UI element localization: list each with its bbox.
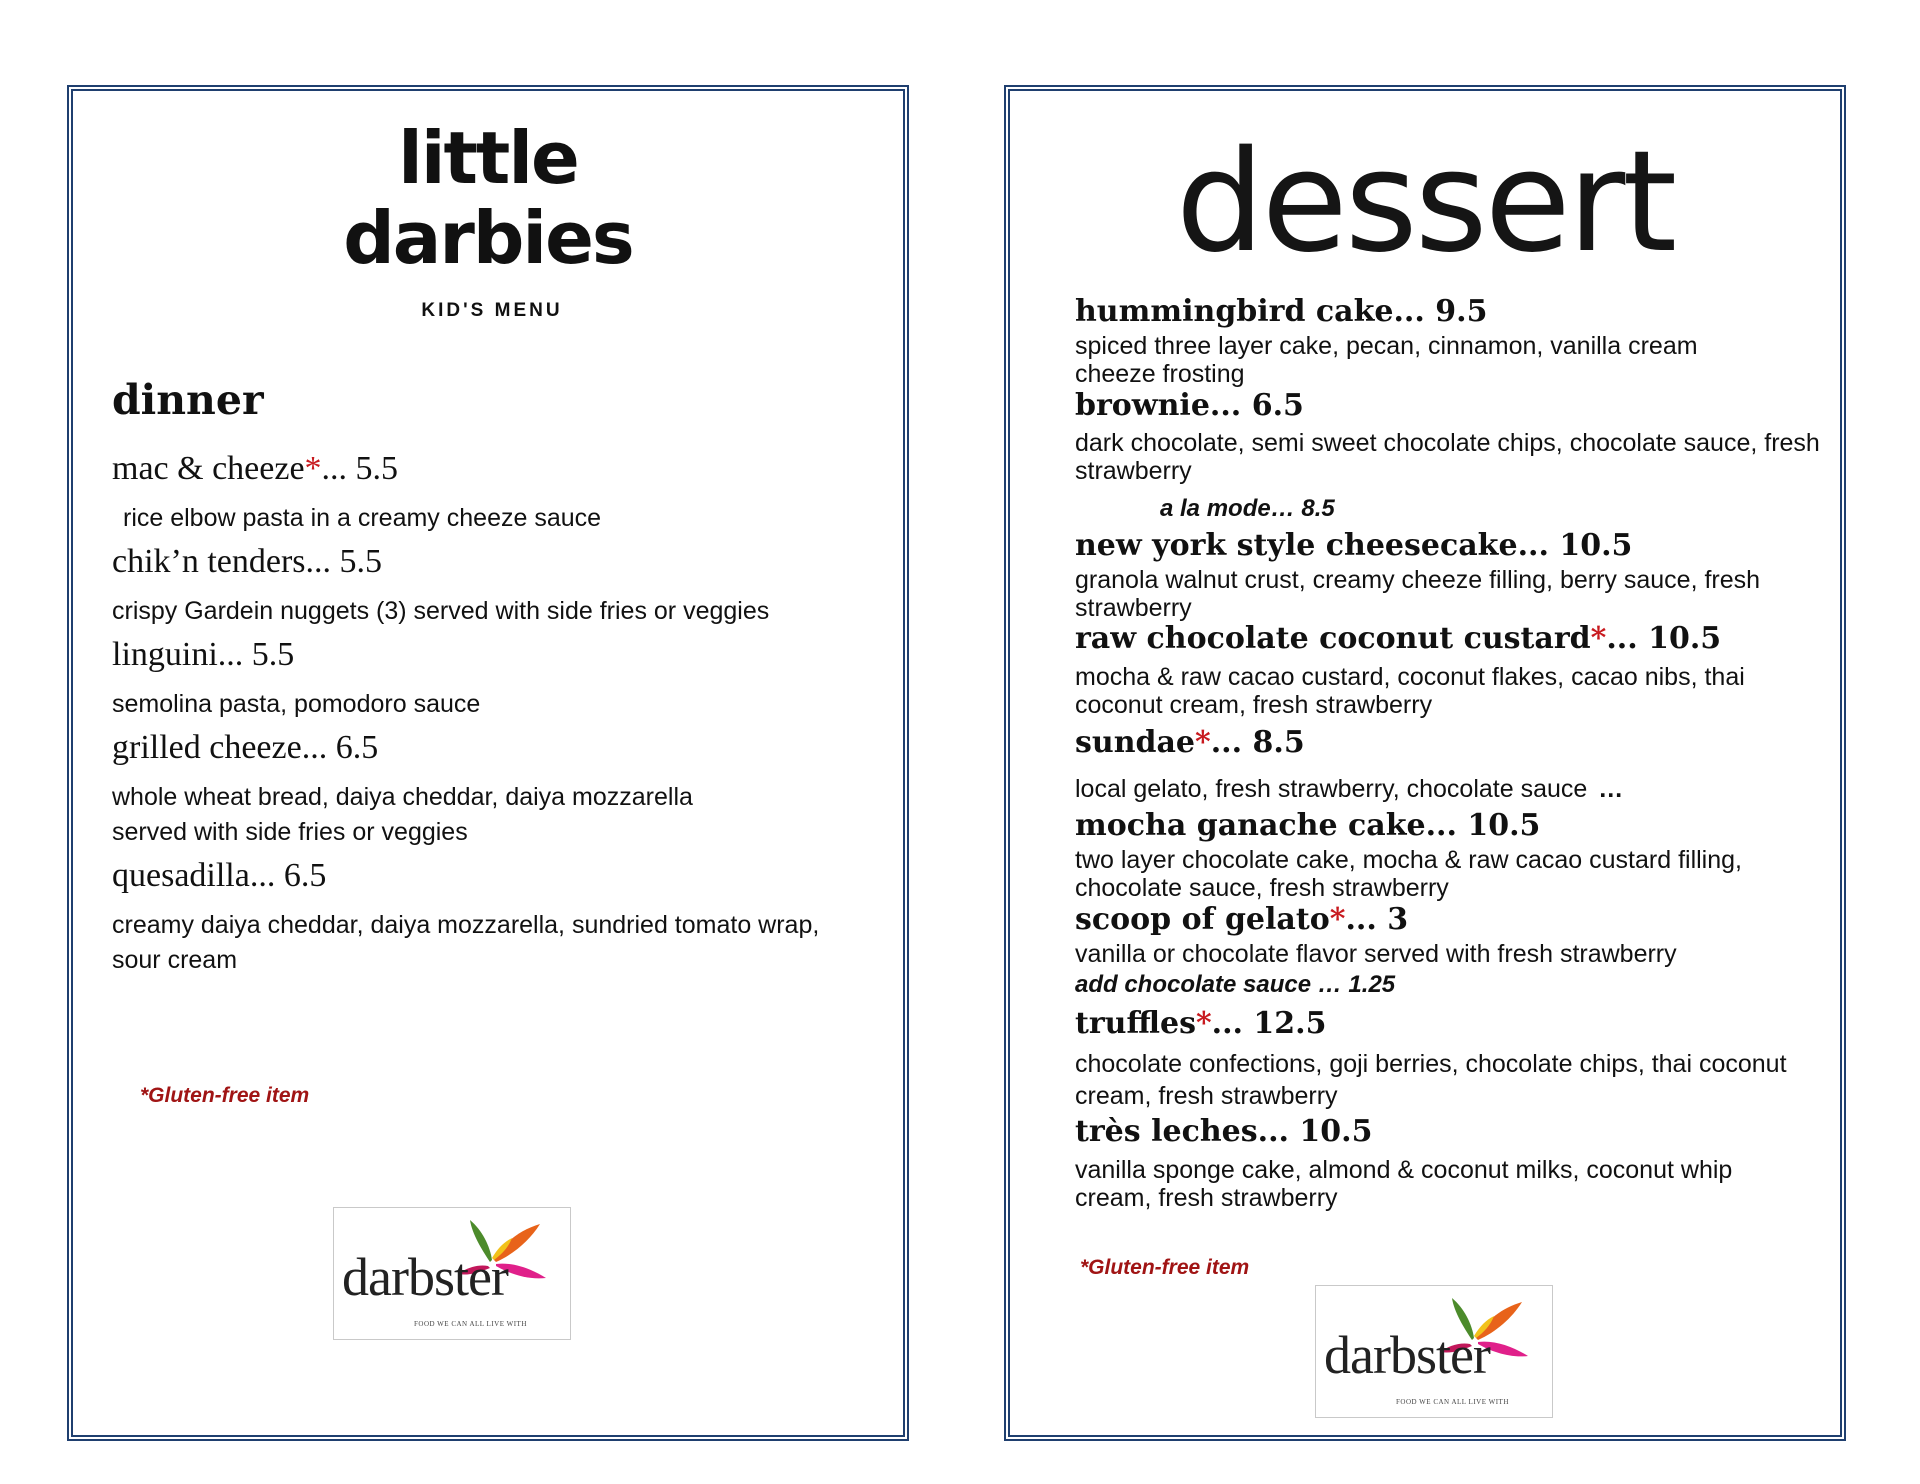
dish-price: ... 5.5 <box>305 543 383 580</box>
darbster-logo <box>1315 1285 1553 1418</box>
dish-title <box>112 857 326 895</box>
dessert-title-row <box>1075 725 1305 760</box>
dessert-description: granola walnut crust, creamy cheeze filling, berry sauce, fresh strawberry <box>1075 566 1761 622</box>
dessert-description-text: local gelato, fresh strawberry, chocolate sauce <box>1075 775 1588 803</box>
dessert-name: mocha ganache cake <box>1075 808 1426 843</box>
dish-price: ... 5.5 <box>321 450 399 487</box>
dish-title <box>112 729 378 767</box>
dessert-description: spiced three layer cake, pecan, cinnamon, vanilla cream cheeze frosting <box>1075 332 1698 388</box>
gluten-free-marker: * <box>1195 1006 1212 1041</box>
dessert-name: hummingbird cake <box>1075 294 1394 329</box>
gluten-free-marker: * <box>1329 902 1346 937</box>
dessert-name: scoop of gelato <box>1075 902 1330 937</box>
dessert-name: très leches <box>1075 1114 1258 1149</box>
dessert-price: ... 10.5 <box>1257 1114 1373 1149</box>
dessert-price: ... 6.5 <box>1209 388 1304 423</box>
gluten-free-marker: * <box>1195 725 1211 760</box>
gluten-free-note: *Gluten-free item <box>140 1084 310 1107</box>
dessert-title-row <box>1075 808 1540 843</box>
dessert-title-row <box>1075 294 1487 329</box>
dessert-price: ... 8.5 <box>1210 725 1305 760</box>
logo-wordmark: darbster <box>342 1247 508 1307</box>
dish-name: mac & cheeze <box>112 450 305 487</box>
dish-name: chik’n tenders <box>112 543 306 580</box>
dessert-price: ... 10.5 <box>1606 621 1722 656</box>
brand-line-1: little <box>398 116 578 200</box>
dish-price: ... 5.5 <box>217 636 295 673</box>
brand-title <box>0 118 976 278</box>
dessert-title-row <box>1075 1114 1372 1149</box>
dessert-price: ... 3 <box>1345 902 1409 937</box>
gluten-free-marker: * <box>304 450 322 487</box>
dish-price: ... 6.5 <box>301 729 379 766</box>
dish-name: grilled cheeze <box>112 729 302 766</box>
dish-title <box>112 543 382 581</box>
dish-description: crispy Gardein nuggets (3) served with side fries or veggies <box>112 597 770 625</box>
dish-title <box>112 450 398 488</box>
dessert-title: dessert <box>1175 121 1675 284</box>
gluten-free-note: *Gluten-free item <box>1080 1256 1250 1279</box>
logo-wordmark: darbster <box>1324 1325 1490 1385</box>
dessert-menu-panel <box>1004 85 1846 1441</box>
kids-menu-subtitle: KID'S MENU <box>421 300 563 321</box>
dessert-title-row <box>1075 621 1721 656</box>
dessert-price: ... 12.5 <box>1211 1006 1327 1041</box>
dish-description: creamy daiya cheddar, daiya mozzarella, sundried tomato wrap, sour cream <box>112 911 820 974</box>
dish-price: ... 6.5 <box>249 857 327 894</box>
dessert-price: ... 10.5 <box>1425 808 1541 843</box>
logo-tagline: FOOD WE CAN ALL LIVE WITH <box>1396 1398 1509 1406</box>
dessert-name: brownie <box>1075 388 1210 423</box>
section-heading-dinner: dinner <box>112 376 264 424</box>
dessert-description: vanilla or chocolate flavor served with fresh strawberry <box>1075 940 1677 968</box>
dessert-name: sundae <box>1075 725 1196 760</box>
darbster-logo <box>333 1207 571 1340</box>
a-la-mode-option: a la mode… 8.5 <box>1160 495 1335 522</box>
gluten-free-marker: * <box>1590 621 1607 656</box>
dessert-name: new york style cheesecake <box>1075 528 1518 563</box>
dessert-title-row <box>1075 528 1632 563</box>
dessert-price: ... 9.5 <box>1393 294 1488 329</box>
add-chocolate-sauce-option: add chocolate sauce … 1.25 <box>1075 971 1396 998</box>
dessert-description: vanilla sponge cake, almond & coconut milks, coconut whip cream, fresh strawberry <box>1075 1156 1733 1212</box>
dessert-title-row <box>1075 902 1408 937</box>
dessert-price: ... 10.5 <box>1517 528 1633 563</box>
dessert-title-row <box>1075 1006 1327 1041</box>
logo-tagline: FOOD WE CAN ALL LIVE WITH <box>414 1320 527 1328</box>
dessert-description: mocha & raw cacao custard, coconut flakes, cacao nibs, thai coconut cream, fresh strawberry <box>1075 663 1745 719</box>
dessert-name: truffles <box>1075 1006 1196 1041</box>
dish-title <box>112 636 294 674</box>
brand-line-2: darbies <box>343 196 633 280</box>
dish-name: linguini <box>112 636 218 673</box>
dessert-name: raw chocolate coconut custard <box>1075 621 1591 656</box>
dessert-description <box>1075 775 1623 803</box>
dish-description: rice elbow pasta in a creamy cheeze sauce <box>123 504 602 532</box>
dish-description: whole wheat bread, daiya cheddar, daiya mozzarella served with side fries or veggies <box>112 783 693 846</box>
dessert-description: chocolate confections, goji berries, chocolate chips, thai coconut cream, fresh strawberry <box>1075 1050 1787 1110</box>
dessert-description: dark chocolate, semi sweet chocolate chips, chocolate sauce, fresh strawberry <box>1075 429 1820 485</box>
dish-description: semolina pasta, pomodoro sauce <box>112 690 481 718</box>
dessert-title-row <box>1075 388 1304 423</box>
sundae-trailing-dots: … <box>1598 775 1624 803</box>
dessert-description: two layer chocolate cake, mocha & raw cacao custard filling, chocolate sauce, fresh strawberry <box>1075 846 1742 902</box>
dish-name: quesadilla <box>112 857 250 894</box>
